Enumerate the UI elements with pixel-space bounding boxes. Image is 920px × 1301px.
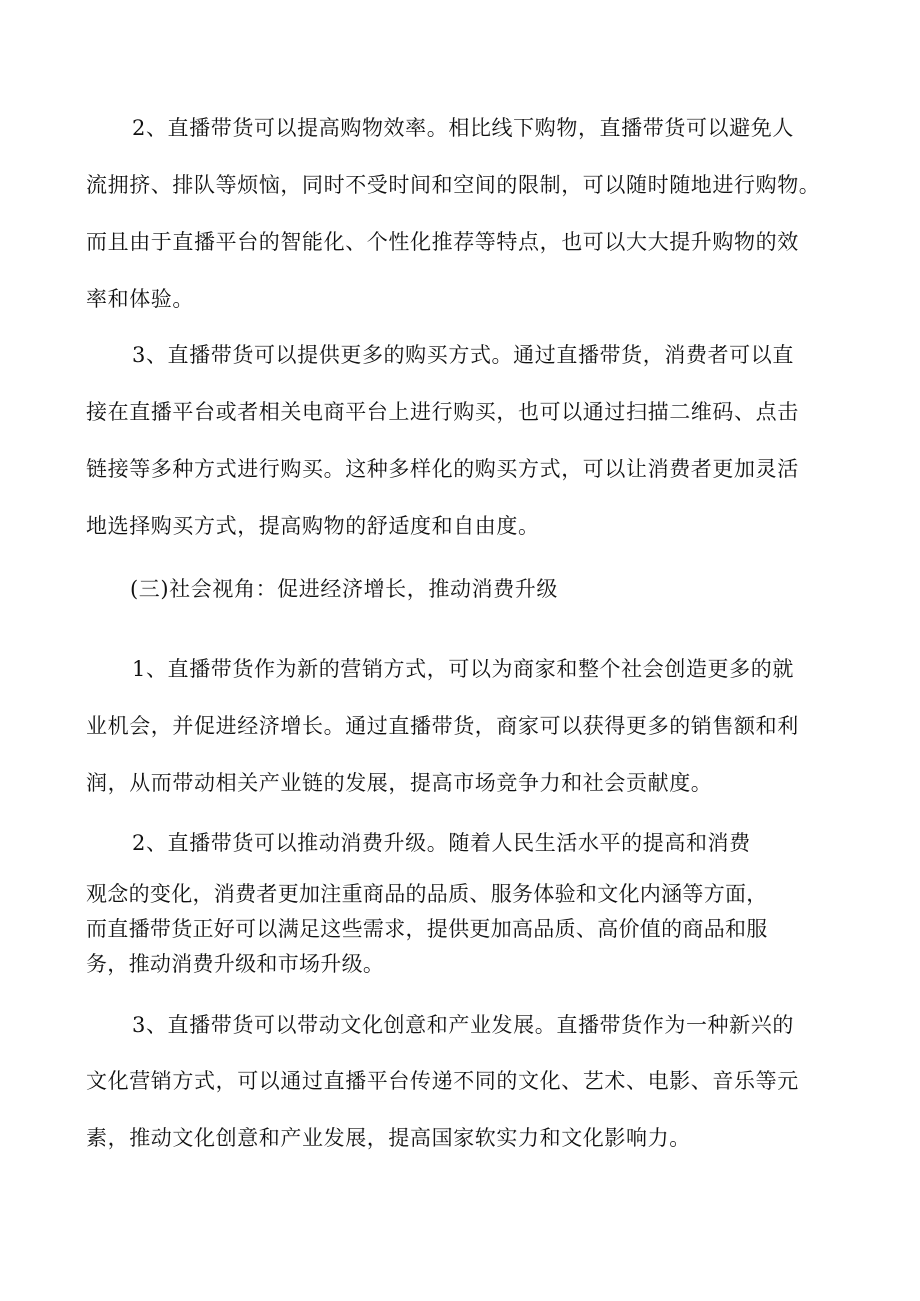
paragraph-2-line-4: 地选择购买方式，提高购物的舒适度和自由度。 <box>86 514 540 538</box>
paragraph-1-line-4: 率和体验。 <box>86 287 194 311</box>
paragraph-1-line-1: 2、直播带货可以提高购物效率。相比线下购物，直播带货可以避免人 <box>132 116 794 140</box>
paragraph-3-line-1: 1、直播带货作为新的营销方式，可以为商家和整个社会创造更多的就 <box>132 657 794 681</box>
section-heading: (三)社会视角：促进经济增长，推动消费升级 <box>130 577 558 601</box>
paragraph-5-line-1: 3、直播带货可以带动文化创意和产业发展。直播带货作为一种新兴的 <box>132 1013 794 1037</box>
paragraph-5-line-2: 文化营销方式，可以通过直播平台传递不同的文化、艺术、电影、音乐等元 <box>86 1069 799 1093</box>
paragraph-4-line-2: 观念的变化，消费者更加注重商品的品质、服务体验和文化内涵等方面， <box>86 882 768 906</box>
paragraph-3-line-2: 业机会，并促进经济增长。通过直播带货，商家可以获得更多的销售额和利 <box>86 714 799 738</box>
paragraph-5-line-3: 素，推动文化创意和产业发展，提高国家软实力和文化影响力。 <box>86 1126 691 1150</box>
paragraph-3-line-3: 润，从而带动相关产业链的发展，提高市场竞争力和社会贡献度。 <box>86 771 713 795</box>
paragraph-1-line-3: 而且由于直播平台的智能化、个性化推荐等特点，也可以大大提升购物的效 <box>86 230 799 254</box>
paragraph-2-line-2: 接在直播平台或者相关电商平台上进行购买，也可以通过扫描二维码、点击 <box>86 400 799 424</box>
paragraph-1-line-2: 流拥挤、排队等烦恼，同时不受时间和空间的限制，可以随时随地进行购物。 <box>86 173 821 197</box>
paragraph-4-line-1: 2、直播带货可以推动消费升级。随着人民生活水平的提高和消费 <box>132 831 751 855</box>
paragraph-2-line-1: 3、直播带货可以提供更多的购买方式。通过直播带货，消费者可以直 <box>132 343 794 367</box>
paragraph-2-line-3: 链接等多种方式进行购买。这种多样化的购买方式，可以让消费者更加灵活 <box>86 457 799 481</box>
paragraph-4-line-4: 务，推动消费升级和市场升级。 <box>86 952 385 976</box>
paragraph-4-line-3: 而直播带货正好可以满足这些需求，提供更加高品质、高价值的商品和服 <box>86 917 768 941</box>
